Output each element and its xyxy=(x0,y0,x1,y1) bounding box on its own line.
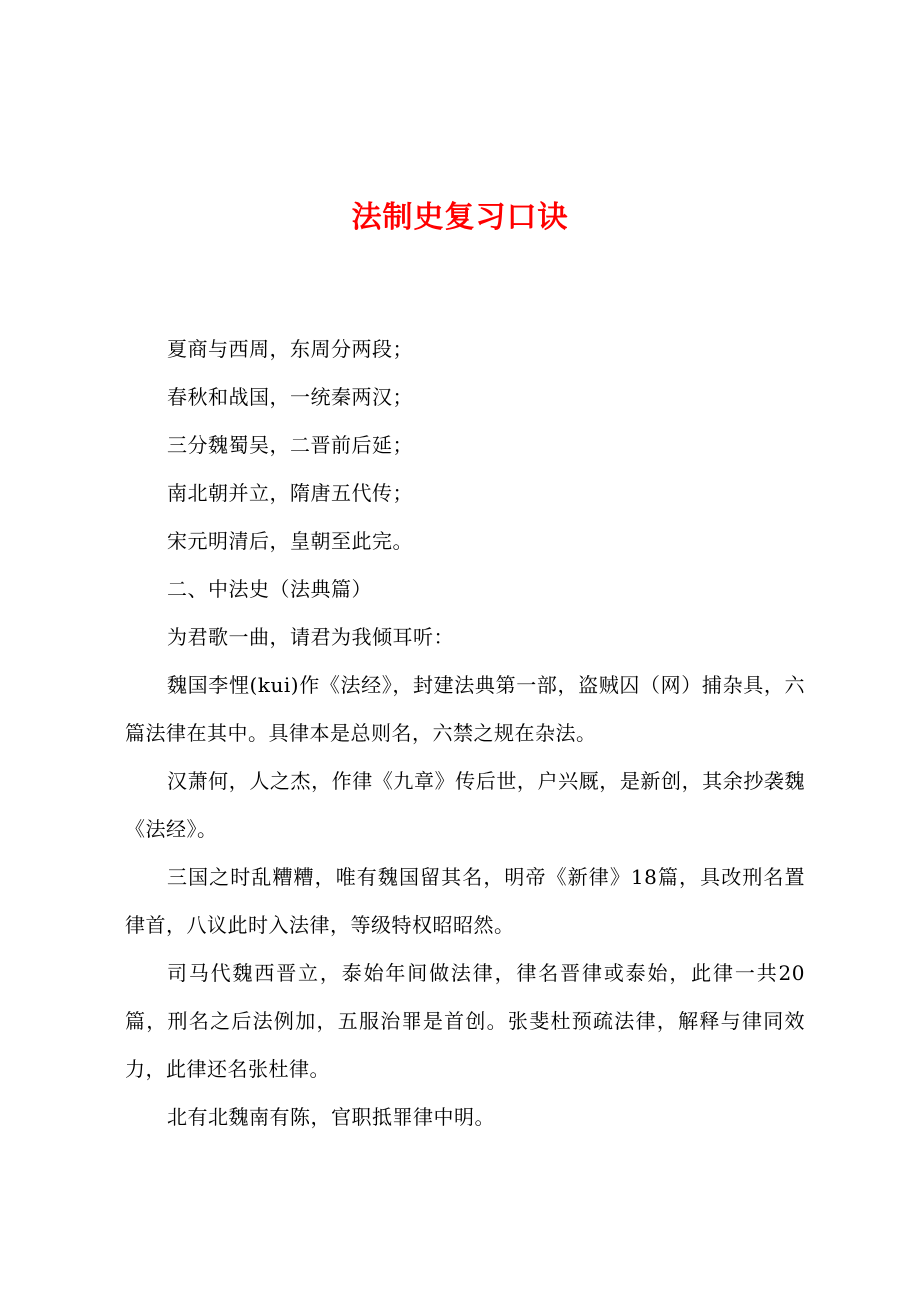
paragraph: 魏国李悝(kui)作《法经》，封建法典第一部，盗贼囚（网）捕杂具，六篇法律在其中。具律本是总则名，六禁之规在杂法。 xyxy=(125,673,805,745)
section-heading: 二、中法史（法典篇） xyxy=(167,577,372,601)
paragraph: 三国之时乱糟糟，唯有魏国留其名，明帝《新律》18篇，具改刑名置律首，八议此时入法律，等级特权昭昭然。 xyxy=(125,865,805,937)
document-body xyxy=(125,325,805,1141)
paragraph: 宋元明清后，皇朝至此完。 xyxy=(167,529,413,553)
paragraph: 北有北魏南有陈，官职抵罪律中明。 xyxy=(167,1105,495,1129)
paragraph: 汉萧何，人之杰，作律《九章》传后世，户兴厩，是新创，其余抄袭魏《法经》。 xyxy=(125,769,805,841)
paragraph: 南北朝并立，隋唐五代传； xyxy=(167,481,413,505)
document-title: 法制史复习口诀 xyxy=(351,200,569,235)
paragraph: 春秋和战国，一统秦两汉； xyxy=(167,385,413,409)
paragraph: 司马代魏西晋立，泰始年间做法律，律名晋律或泰始，此律一共20篇，刑名之后法例加，五服治罪是首创。张斐杜预疏法律，解释与律同效力，此律还名张杜律。 xyxy=(125,961,805,1081)
paragraph: 三分魏蜀吴，二晋前后延； xyxy=(167,433,413,457)
paragraph: 夏商与西周，东周分两段； xyxy=(167,337,413,361)
paragraph: 为君歌一曲，请君为我倾耳听： xyxy=(167,625,454,649)
